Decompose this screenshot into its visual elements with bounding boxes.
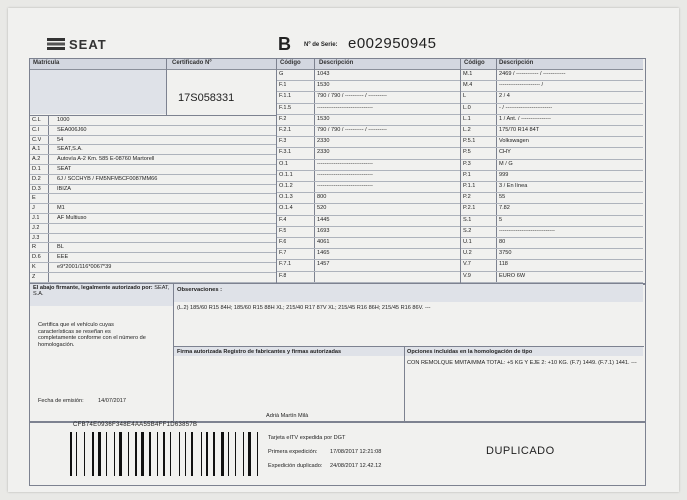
right-code: L.1 <box>463 115 471 122</box>
left-code: C.L <box>32 117 41 123</box>
right-row <box>461 171 643 182</box>
opciones-text: CON REMOLQUE MMTA/MMA TOTAL: +5 KG Y EJE 2: +10 KG. (F.7) 1449. (F.7.1) 1441. --- <box>407 360 637 366</box>
left-code: C.I <box>32 126 40 133</box>
right-row <box>461 216 643 227</box>
left-code: A.2 <box>32 156 41 163</box>
left-value: 6J / SCCHYB / FM5NFM5CF0087MM66 <box>57 175 158 182</box>
right-row <box>461 92 643 103</box>
right-value: 55 <box>499 194 506 201</box>
left-code: Z <box>32 273 36 280</box>
left-row <box>30 185 276 195</box>
right-code: S.2 <box>463 227 472 234</box>
primera-value: 17/08/2017 12:21:08 <box>330 449 382 455</box>
right-row <box>461 160 643 171</box>
right-row <box>461 70 643 81</box>
left-row <box>30 243 276 253</box>
serie-label: Nº de Serie: <box>304 42 338 48</box>
duplicado-value: 24/08/2017 12.42.12 <box>330 463 382 469</box>
mid-value: 800 <box>317 194 327 201</box>
right-value: 118 <box>499 261 508 268</box>
right-code: M.4 <box>463 82 473 89</box>
right-value: 2469 / ------------ / ------------ <box>499 71 566 77</box>
vehicle-card-document <box>8 8 679 492</box>
mid-row <box>277 92 460 103</box>
mid-code: O.1 <box>279 160 289 167</box>
left-row <box>30 116 276 126</box>
right-row <box>461 272 643 283</box>
mid-code: F.2.1 <box>279 127 292 133</box>
left-code: A.1 <box>32 146 41 153</box>
right-row <box>461 193 643 204</box>
mid-code: F.3.1 <box>279 149 292 156</box>
mid-value: 1457 <box>317 261 330 268</box>
mid-value: ------------------------------ <box>317 160 373 167</box>
mid-value: 1043 <box>317 71 330 77</box>
mid-value: 790 / 790 / ---------- / ---------- <box>317 127 387 133</box>
right-value: 7.82 <box>499 205 510 212</box>
mid-code: O.1.4 <box>279 205 293 212</box>
right-code: V.9 <box>463 272 471 279</box>
right-code: P.5 <box>463 149 471 156</box>
right-value: 999 <box>499 171 509 178</box>
mid-row <box>277 238 460 249</box>
doc-letter: B <box>278 34 291 54</box>
right-code: P.1.1 <box>463 183 476 189</box>
right-row <box>461 227 643 238</box>
left-value: e9*2001/116*0067*39 <box>57 264 112 270</box>
mid-row <box>277 216 460 227</box>
right-row <box>461 81 643 92</box>
right-row <box>461 148 643 159</box>
right-row <box>461 115 643 126</box>
mid-value: 2330 <box>317 138 330 145</box>
left-value: EEE <box>57 254 69 261</box>
right-code: V.7 <box>463 261 471 268</box>
left-code: D.3 <box>32 185 41 192</box>
mid-code: F.5 <box>279 227 287 234</box>
left-code: J.3 <box>32 234 40 241</box>
left-code: D.6 <box>32 254 41 261</box>
left-row <box>30 214 276 224</box>
right-code: U.2 <box>463 250 472 257</box>
left-code: C.V <box>32 136 42 143</box>
mid-row <box>277 70 460 81</box>
right-row <box>461 137 643 148</box>
left-value: SEAT <box>57 166 72 172</box>
duplicado-label: Expedición duplicado: <box>268 463 323 469</box>
right-code: P.1 <box>463 171 471 178</box>
left-value: AF Multiuso <box>57 215 87 221</box>
mid-code: F.4 <box>279 216 287 223</box>
left-code: K <box>32 264 36 270</box>
barcode-text: CFB74E0936F348E4AA55B4FF1D63857B <box>73 422 198 428</box>
left-value: Autovía A-2 Km. 585 E-08760 Martorell <box>57 156 155 163</box>
mid-value: 4061 <box>317 239 330 245</box>
serie-number: e002950945 <box>348 35 437 52</box>
right-row <box>461 238 643 249</box>
certificate-number: 17S058331 <box>178 92 235 104</box>
mid-code: F.1 <box>279 82 287 89</box>
issue-date-label: Fecha de emisión: <box>38 398 84 404</box>
mid-row <box>277 193 460 204</box>
mid-row <box>277 171 460 182</box>
primera-label: Primera expedición: <box>268 449 318 455</box>
left-row <box>30 273 276 283</box>
mid-code: F.7.1 <box>279 261 292 268</box>
mid-code: F.7 <box>279 250 287 257</box>
right-code: P.2.1 <box>463 205 476 212</box>
mid-code: F.1.5 <box>279 104 292 111</box>
mid-code: G <box>279 71 284 77</box>
right-value: 3 / En línea <box>499 183 528 189</box>
mid-row <box>277 81 460 92</box>
right-value: - / ------------------------- <box>499 104 553 111</box>
left-row <box>30 145 276 155</box>
mid-row <box>277 260 460 271</box>
left-value: 54 <box>57 136 64 143</box>
left-code: J <box>32 205 35 212</box>
tarjeta-text: Tarjeta eITV expedida por DGT <box>268 435 346 441</box>
right-row <box>461 104 643 115</box>
left-row <box>30 155 276 165</box>
left-row <box>30 253 276 263</box>
left-row <box>30 165 276 175</box>
signer-name: SEAT, S.A. <box>33 285 170 297</box>
mid-row <box>277 204 460 215</box>
firma-label: Firma autorizada Registro de fabricantes y firmas autorizadas <box>177 349 342 355</box>
mid-value: 2330 <box>317 149 330 156</box>
right-value: 80 <box>499 239 506 245</box>
mid-row <box>277 182 460 193</box>
mid-code: F.3 <box>279 138 287 145</box>
mid-value: ------------------------------ <box>317 104 373 111</box>
left-code: E <box>32 195 36 202</box>
left-value: IBIZA <box>57 185 71 192</box>
mid-code: F.8 <box>279 272 287 279</box>
right-code: P.3 <box>463 160 471 167</box>
mid-row <box>277 137 460 148</box>
right-code: L <box>463 93 467 100</box>
right-value: Volkswagen <box>499 138 529 145</box>
issue-date: 14/07/2017 <box>98 398 126 404</box>
mid-value: 520 <box>317 205 327 212</box>
left-row <box>30 234 276 244</box>
mid-desc-header: Descripción <box>319 60 354 66</box>
certification-text: Certifica que el vehículo cuyas características se reseñan es completamente conforme con el número de homologación. <box>38 322 146 348</box>
mid-code: F.2 <box>279 115 287 122</box>
mid-value: 1530 <box>317 115 330 122</box>
mid-value: 1465 <box>317 250 330 257</box>
mid-row <box>277 115 460 126</box>
left-value: SEAT,S.A. <box>57 146 83 153</box>
left-code: J.1 <box>32 215 40 221</box>
right-desc-header: Descripción <box>499 60 534 66</box>
mid-value: ------------------------------ <box>317 171 373 178</box>
mid-value: 1693 <box>317 227 330 234</box>
right-value: M / G <box>499 160 513 167</box>
mid-row <box>277 148 460 159</box>
right-row <box>461 260 643 271</box>
brand-name: SEAT <box>69 37 107 52</box>
mid-code: O.1.3 <box>279 194 293 201</box>
left-row <box>30 263 276 273</box>
mid-code: F.6 <box>279 239 287 245</box>
right-row <box>461 126 643 137</box>
observations-text: (L.2) 185/60 R15 84H; 185/60 R15 88H XL; 215/40 R17 87V XL; 215/45 R16 86H; 215/45 R16 86V. --- <box>177 305 431 311</box>
mid-row <box>277 126 460 137</box>
mid-value: 1445 <box>317 216 330 223</box>
mid-code: O.1.2 <box>279 183 293 189</box>
seat-logo-icon <box>46 37 66 51</box>
right-value: 2 / 4 <box>499 93 510 100</box>
right-value: CHY <box>499 149 511 156</box>
right-code: L.2 <box>463 127 471 133</box>
mid-row <box>277 249 460 260</box>
right-value: ---------------------- / <box>499 82 544 89</box>
left-value: 1000 <box>57 117 70 123</box>
left-row <box>30 175 276 185</box>
right-code-header: Código <box>464 60 485 66</box>
left-row <box>30 126 276 136</box>
matricula-header: Matrícula <box>33 60 60 66</box>
right-code: M.1 <box>463 71 473 77</box>
right-code: P.2 <box>463 194 471 201</box>
mid-code: F.1.1 <box>279 93 292 100</box>
left-value: BL <box>57 244 64 251</box>
right-value: ------------------------------ <box>499 227 555 234</box>
signer-label: El abajo firmante, legalmente autorizado por: SEAT, S.A. <box>33 285 170 297</box>
right-code: L.0 <box>463 104 471 111</box>
left-row <box>30 224 276 234</box>
right-row <box>461 204 643 215</box>
left-code: J.2 <box>32 224 40 231</box>
certificado-header: Certificado Nº <box>172 60 212 66</box>
mid-row <box>277 272 460 283</box>
right-value: 1 / Ant. / ---------------- <box>499 115 551 122</box>
mid-value: 1530 <box>317 82 330 89</box>
right-row <box>461 249 643 260</box>
barcode-icon <box>70 432 260 476</box>
left-row <box>30 204 276 214</box>
right-value: 5 <box>499 216 503 223</box>
duplicado-stamp: DUPLICADO <box>486 445 555 457</box>
right-code: P.5.1 <box>463 138 476 145</box>
mid-value: ------------------------------ <box>317 183 373 189</box>
left-row <box>30 194 276 204</box>
left-code: D.1 <box>32 166 41 172</box>
opciones-label: Opciones incluidas en la homologación de tipo <box>407 349 533 355</box>
right-code: S.1 <box>463 216 472 223</box>
left-row <box>30 136 276 146</box>
left-code: D.2 <box>32 175 41 182</box>
right-code: U.1 <box>463 239 472 245</box>
mid-value: 790 / 790 / ---------- / ---------- <box>317 93 387 100</box>
right-value: 3750 <box>499 250 512 257</box>
mid-code-header: Código <box>280 60 301 66</box>
observations-label: Observaciones : <box>177 287 223 293</box>
right-row <box>461 182 643 193</box>
right-value: EURO 6W <box>499 272 526 279</box>
mid-row <box>277 160 460 171</box>
left-value: SEA006J60 <box>57 126 87 133</box>
mid-code: O.1.1 <box>279 171 293 178</box>
left-value: M1 <box>57 205 65 212</box>
mid-row <box>277 104 460 115</box>
mid-row <box>277 227 460 238</box>
signatory-name: Adrià Martín Milà <box>266 413 309 419</box>
right-value: 175/70 R14 84T <box>499 127 540 133</box>
left-code: R <box>32 244 37 251</box>
